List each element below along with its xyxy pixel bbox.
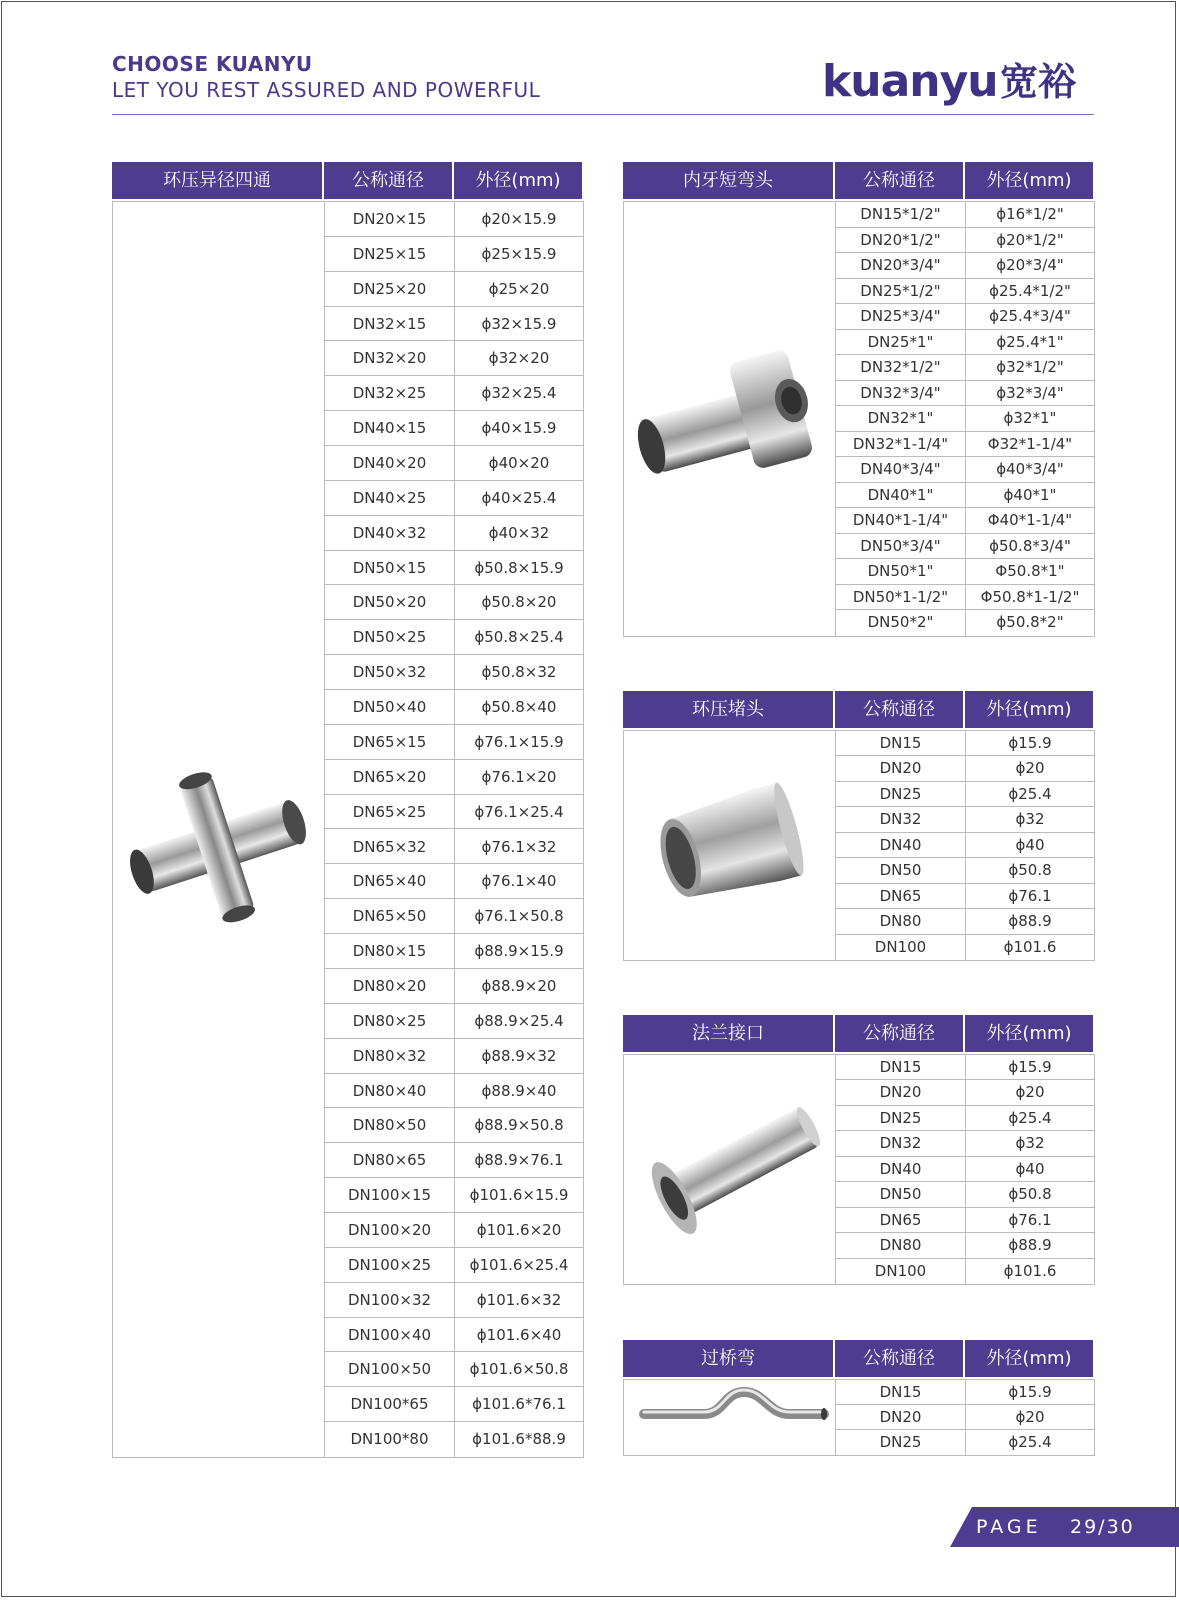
col-nominal bbox=[325, 202, 455, 1457]
cell-od: ϕ101.6×15.9 bbox=[455, 1178, 583, 1213]
cell-od: ϕ20 bbox=[966, 1405, 1094, 1430]
cell-nominal: DN65×25 bbox=[325, 795, 454, 830]
cell-nominal: DN20 bbox=[836, 1405, 965, 1430]
cell-od: ϕ88.9×40 bbox=[455, 1074, 583, 1109]
cell-nominal: DN65×40 bbox=[325, 864, 454, 899]
cell-nominal: DN65 bbox=[836, 1208, 965, 1233]
cell-od: ϕ50.8*2" bbox=[996, 613, 1064, 632]
table-flange-connector bbox=[623, 1015, 1095, 1285]
col-header-nominal: 公称通径 bbox=[835, 691, 965, 728]
cell-nominal: DN15 bbox=[836, 1055, 965, 1080]
cell-nominal: DN50×20 bbox=[325, 585, 454, 620]
col-od bbox=[966, 731, 1094, 960]
product-image-cell bbox=[113, 202, 325, 1457]
table-reducing-cross bbox=[112, 162, 584, 1458]
product-image-cell bbox=[624, 1380, 836, 1455]
col-nominal bbox=[836, 202, 966, 636]
col-nominal bbox=[836, 1380, 966, 1455]
cell-nominal: DN40×32 bbox=[325, 516, 454, 551]
cell-od: ϕ50.8*3/4" bbox=[966, 534, 1094, 560]
cell-nominal: DN100×25 bbox=[325, 1248, 454, 1283]
cell-nominal: DN32 bbox=[836, 807, 965, 832]
cell-od: ϕ40×32 bbox=[455, 516, 583, 551]
cell-od: ϕ20*3/4" bbox=[966, 253, 1094, 279]
cell-od: ϕ32*3/4" bbox=[966, 381, 1094, 407]
cell-od: ϕ88.9 bbox=[966, 909, 1094, 934]
cell-nominal: DN50×25 bbox=[325, 620, 454, 655]
cell-od: ϕ32×20 bbox=[455, 341, 583, 376]
end-cap-image bbox=[624, 731, 834, 960]
cell-nominal: DN15*1/2" bbox=[836, 202, 965, 228]
cell-nominal: DN40 bbox=[836, 833, 965, 858]
cell-od: ϕ20 bbox=[966, 756, 1094, 781]
cell-nominal: DN50×40 bbox=[325, 690, 454, 725]
tagline-title: CHOOSE KUANYU bbox=[112, 52, 313, 76]
cell-od: ϕ15.9 bbox=[966, 1055, 1094, 1080]
cell-nominal: DN100×40 bbox=[325, 1318, 454, 1353]
logo-chinese: 宽裕 bbox=[1000, 60, 1077, 104]
cell-nominal: DN40×25 bbox=[325, 481, 454, 516]
cell-od: ϕ101.6 bbox=[1003, 937, 1057, 956]
cell-od: ϕ32×25.4 bbox=[455, 376, 583, 411]
cell-nominal: DN100×32 bbox=[325, 1283, 454, 1318]
table-female-elbow bbox=[623, 162, 1095, 637]
cell-nominal: DN50*1" bbox=[836, 559, 965, 585]
col-od bbox=[966, 1380, 1094, 1455]
cell-od: ϕ101.6×40 bbox=[455, 1318, 583, 1353]
table-title: 过桥弯 bbox=[623, 1340, 835, 1377]
cell-od: ϕ20×15.9 bbox=[455, 202, 583, 237]
col-od bbox=[455, 202, 583, 1457]
cell-nominal: DN50×15 bbox=[325, 551, 454, 586]
cell-nominal: DN32*1-1/4" bbox=[836, 432, 965, 458]
cell-od: ϕ101.6×32 bbox=[455, 1283, 583, 1318]
cell-od: ϕ16*1/2" bbox=[966, 202, 1094, 228]
cell-od: ϕ76.1 bbox=[966, 884, 1094, 909]
table-title: 环压堵头 bbox=[623, 691, 835, 728]
cell-od: ϕ88.9×15.9 bbox=[455, 934, 583, 969]
cell-nominal: DN65×32 bbox=[325, 830, 454, 865]
cell-od: ϕ32*1" bbox=[966, 406, 1094, 432]
cell-nominal: DN80×20 bbox=[325, 969, 454, 1004]
cell-nominal: DN50×32 bbox=[325, 655, 454, 690]
cell-od: ϕ20 bbox=[966, 1080, 1094, 1105]
cell-nominal: DN100 bbox=[874, 937, 927, 956]
page-label: PAGE bbox=[976, 1516, 1042, 1538]
cell-nominal: DN80 bbox=[836, 1233, 965, 1258]
col-header-od: 外径(mm) bbox=[965, 691, 1095, 728]
cell-od: ϕ76.1×50.8 bbox=[455, 899, 583, 934]
flange-connector-image bbox=[624, 1055, 834, 1284]
cell-od: ϕ40*1" bbox=[966, 483, 1094, 509]
cell-od: ϕ76.1×32 bbox=[455, 830, 583, 865]
cell-nominal: DN80×50 bbox=[325, 1108, 454, 1143]
cell-nominal: DN32*1/2" bbox=[836, 355, 965, 381]
cell-nominal: DN80×65 bbox=[325, 1143, 454, 1178]
cell-od: ϕ76.1×40 bbox=[455, 864, 583, 899]
cell-nominal: DN50 bbox=[836, 1182, 965, 1207]
cell-od: Φ50.8*1" bbox=[966, 559, 1094, 585]
logo-wordmark: kuanyu bbox=[822, 56, 998, 107]
cell-od: ϕ25×15.9 bbox=[455, 237, 583, 272]
cell-nominal: DN15 bbox=[836, 1380, 965, 1405]
cell-nominal: DN50*2" bbox=[867, 613, 934, 632]
cell-nominal: DN25*1" bbox=[836, 330, 965, 356]
cell-od: ϕ88.9×25.4 bbox=[455, 1004, 583, 1039]
cell-od: Φ50.8*1-1/2" bbox=[966, 585, 1094, 611]
cell-nominal: DN40 bbox=[836, 1157, 965, 1182]
cell-nominal: DN32×15 bbox=[325, 307, 454, 342]
cell-od: ϕ25.4*1" bbox=[966, 330, 1094, 356]
cell-od: ϕ101.6×50.8 bbox=[455, 1352, 583, 1387]
cell-nominal: DN50*3/4" bbox=[836, 534, 965, 560]
cell-nominal: DN32*1" bbox=[836, 406, 965, 432]
cell-nominal: DN100 bbox=[874, 1261, 927, 1280]
cell-nominal: DN100*80 bbox=[350, 1430, 429, 1449]
cell-nominal: DN80×40 bbox=[325, 1074, 454, 1109]
cell-od: ϕ50.8×20 bbox=[455, 585, 583, 620]
cell-od: ϕ50.8×40 bbox=[455, 690, 583, 725]
col-header-od: 外径(mm) bbox=[965, 1015, 1095, 1052]
cell-od: ϕ88.9×32 bbox=[455, 1039, 583, 1074]
table-title: 法兰接口 bbox=[623, 1015, 835, 1052]
cell-nominal: DN15 bbox=[836, 731, 965, 756]
cell-nominal: DN20 bbox=[836, 756, 965, 781]
col-header-nominal: 公称通径 bbox=[835, 162, 965, 199]
cell-od: ϕ101.6*88.9 bbox=[472, 1430, 566, 1449]
product-image-cell bbox=[624, 202, 836, 636]
col-header-nominal: 公称通径 bbox=[324, 162, 454, 199]
cell-nominal: DN20×15 bbox=[325, 202, 454, 237]
table-title: 环压异径四通 bbox=[112, 162, 324, 199]
page-number: 29/30 bbox=[1070, 1516, 1135, 1538]
crossover-bend-image bbox=[624, 1380, 834, 1455]
cell-od: ϕ50.8×25.4 bbox=[455, 620, 583, 655]
cell-nominal: DN100×20 bbox=[325, 1213, 454, 1248]
cell-nominal: DN40*1-1/4" bbox=[836, 508, 965, 534]
cell-nominal: DN50*1-1/2" bbox=[836, 585, 965, 611]
cell-nominal: DN65×15 bbox=[325, 725, 454, 760]
col-od bbox=[966, 1055, 1094, 1284]
cell-nominal: DN40*3/4" bbox=[836, 457, 965, 483]
cell-od: ϕ101.6×20 bbox=[455, 1213, 583, 1248]
cell-od: ϕ40×15.9 bbox=[455, 411, 583, 446]
cell-nominal: DN25 bbox=[879, 1433, 922, 1451]
cell-nominal: DN40*1" bbox=[836, 483, 965, 509]
col-header-od: 外径(mm) bbox=[965, 162, 1095, 199]
col-od bbox=[966, 202, 1094, 636]
cell-od: ϕ25.4 bbox=[966, 782, 1094, 807]
cell-od: ϕ40 bbox=[966, 833, 1094, 858]
cell-od: ϕ25×20 bbox=[455, 272, 583, 307]
cell-nominal: DN65×50 bbox=[325, 899, 454, 934]
cell-od: ϕ40×20 bbox=[455, 446, 583, 481]
cell-od: ϕ50.8 bbox=[966, 858, 1094, 883]
cell-od: ϕ32 bbox=[966, 1131, 1094, 1156]
cell-od: ϕ25.4*3/4" bbox=[966, 304, 1094, 330]
cell-od: ϕ101.6 bbox=[1003, 1261, 1057, 1280]
col-header-od: 外径(mm) bbox=[965, 1340, 1095, 1377]
cell-nominal: DN40×20 bbox=[325, 446, 454, 481]
cell-nominal: DN25 bbox=[836, 782, 965, 807]
cell-nominal: DN20*3/4" bbox=[836, 253, 965, 279]
cell-nominal: DN20*1/2" bbox=[836, 228, 965, 254]
cell-nominal: DN40×15 bbox=[325, 411, 454, 446]
cell-od: ϕ15.9 bbox=[966, 1380, 1094, 1405]
cell-od: ϕ76.1×20 bbox=[455, 760, 583, 795]
col-header-nominal: 公称通径 bbox=[835, 1340, 965, 1377]
cell-od: ϕ88.9×50.8 bbox=[455, 1108, 583, 1143]
cell-od: ϕ20*1/2" bbox=[966, 228, 1094, 254]
cell-od: ϕ40*3/4" bbox=[966, 457, 1094, 483]
cell-nominal: DN80×32 bbox=[325, 1039, 454, 1074]
tagline-subtitle: LET YOU REST ASSURED AND POWERFUL bbox=[112, 78, 541, 102]
cell-nominal: DN100×50 bbox=[325, 1352, 454, 1387]
product-image-cell bbox=[624, 731, 836, 960]
cell-od: ϕ76.1×25.4 bbox=[455, 795, 583, 830]
cell-od: ϕ50.8 bbox=[966, 1182, 1094, 1207]
cell-nominal: DN20 bbox=[836, 1080, 965, 1105]
cell-od: ϕ32*1/2" bbox=[966, 355, 1094, 381]
cell-od: Φ40*1-1/4" bbox=[966, 508, 1094, 534]
cell-nominal: DN25×15 bbox=[325, 237, 454, 272]
cell-nominal: DN25*1/2" bbox=[836, 279, 965, 305]
cell-nominal: DN25 bbox=[836, 1106, 965, 1131]
cell-od: ϕ40×25.4 bbox=[455, 481, 583, 516]
cell-nominal: DN65×20 bbox=[325, 760, 454, 795]
page-indicator bbox=[950, 1507, 1179, 1547]
cell-od: ϕ50.8×15.9 bbox=[455, 551, 583, 586]
table-crossover-bend bbox=[623, 1340, 1095, 1456]
cell-nominal: DN100×15 bbox=[325, 1178, 454, 1213]
cell-nominal: DN65 bbox=[836, 884, 965, 909]
cell-nominal: DN80×15 bbox=[325, 934, 454, 969]
table-end-cap bbox=[623, 691, 1095, 961]
header-divider bbox=[112, 114, 1094, 115]
cell-od: Φ32*1-1/4" bbox=[966, 432, 1094, 458]
cell-od: ϕ15.9 bbox=[966, 731, 1094, 756]
cell-od: ϕ32 bbox=[966, 807, 1094, 832]
cell-od: ϕ88.9×20 bbox=[455, 969, 583, 1004]
col-nominal bbox=[836, 1055, 966, 1284]
cell-nominal: DN25×20 bbox=[325, 272, 454, 307]
cell-od: ϕ25.4 bbox=[966, 1106, 1094, 1131]
cell-od: ϕ101.6*76.1 bbox=[455, 1387, 583, 1422]
cell-od: ϕ88.9 bbox=[966, 1233, 1094, 1258]
cell-nominal: DN50 bbox=[836, 858, 965, 883]
cell-nominal: DN80 bbox=[836, 909, 965, 934]
col-header-nominal: 公称通径 bbox=[835, 1015, 965, 1052]
col-header-od: 外径(mm) bbox=[454, 162, 584, 199]
col-nominal bbox=[836, 731, 966, 960]
cell-nominal: DN32 bbox=[836, 1131, 965, 1156]
cell-nominal: DN100*65 bbox=[325, 1387, 454, 1422]
cell-od: ϕ25.4 bbox=[1008, 1433, 1052, 1451]
product-image-cell bbox=[624, 1055, 836, 1284]
cell-od: ϕ76.1×15.9 bbox=[455, 725, 583, 760]
cell-nominal: DN32×25 bbox=[325, 376, 454, 411]
cell-od: ϕ76.1 bbox=[966, 1208, 1094, 1233]
table-title: 内牙短弯头 bbox=[623, 162, 835, 199]
cell-nominal: DN80×25 bbox=[325, 1004, 454, 1039]
brand-logo bbox=[822, 56, 1096, 108]
cell-od: ϕ32×15.9 bbox=[455, 307, 583, 342]
cell-od: ϕ88.9×76.1 bbox=[455, 1143, 583, 1178]
female-elbow-image bbox=[624, 202, 834, 636]
cell-od: ϕ50.8×32 bbox=[455, 655, 583, 690]
cell-nominal: DN32×20 bbox=[325, 341, 454, 376]
cell-nominal: DN25*3/4" bbox=[836, 304, 965, 330]
cell-od: ϕ25.4*1/2" bbox=[966, 279, 1094, 305]
cell-od: ϕ101.6×25.4 bbox=[455, 1248, 583, 1283]
cell-nominal: DN32*3/4" bbox=[836, 381, 965, 407]
cell-od: ϕ40 bbox=[966, 1157, 1094, 1182]
reducing-cross-image bbox=[113, 202, 323, 1457]
